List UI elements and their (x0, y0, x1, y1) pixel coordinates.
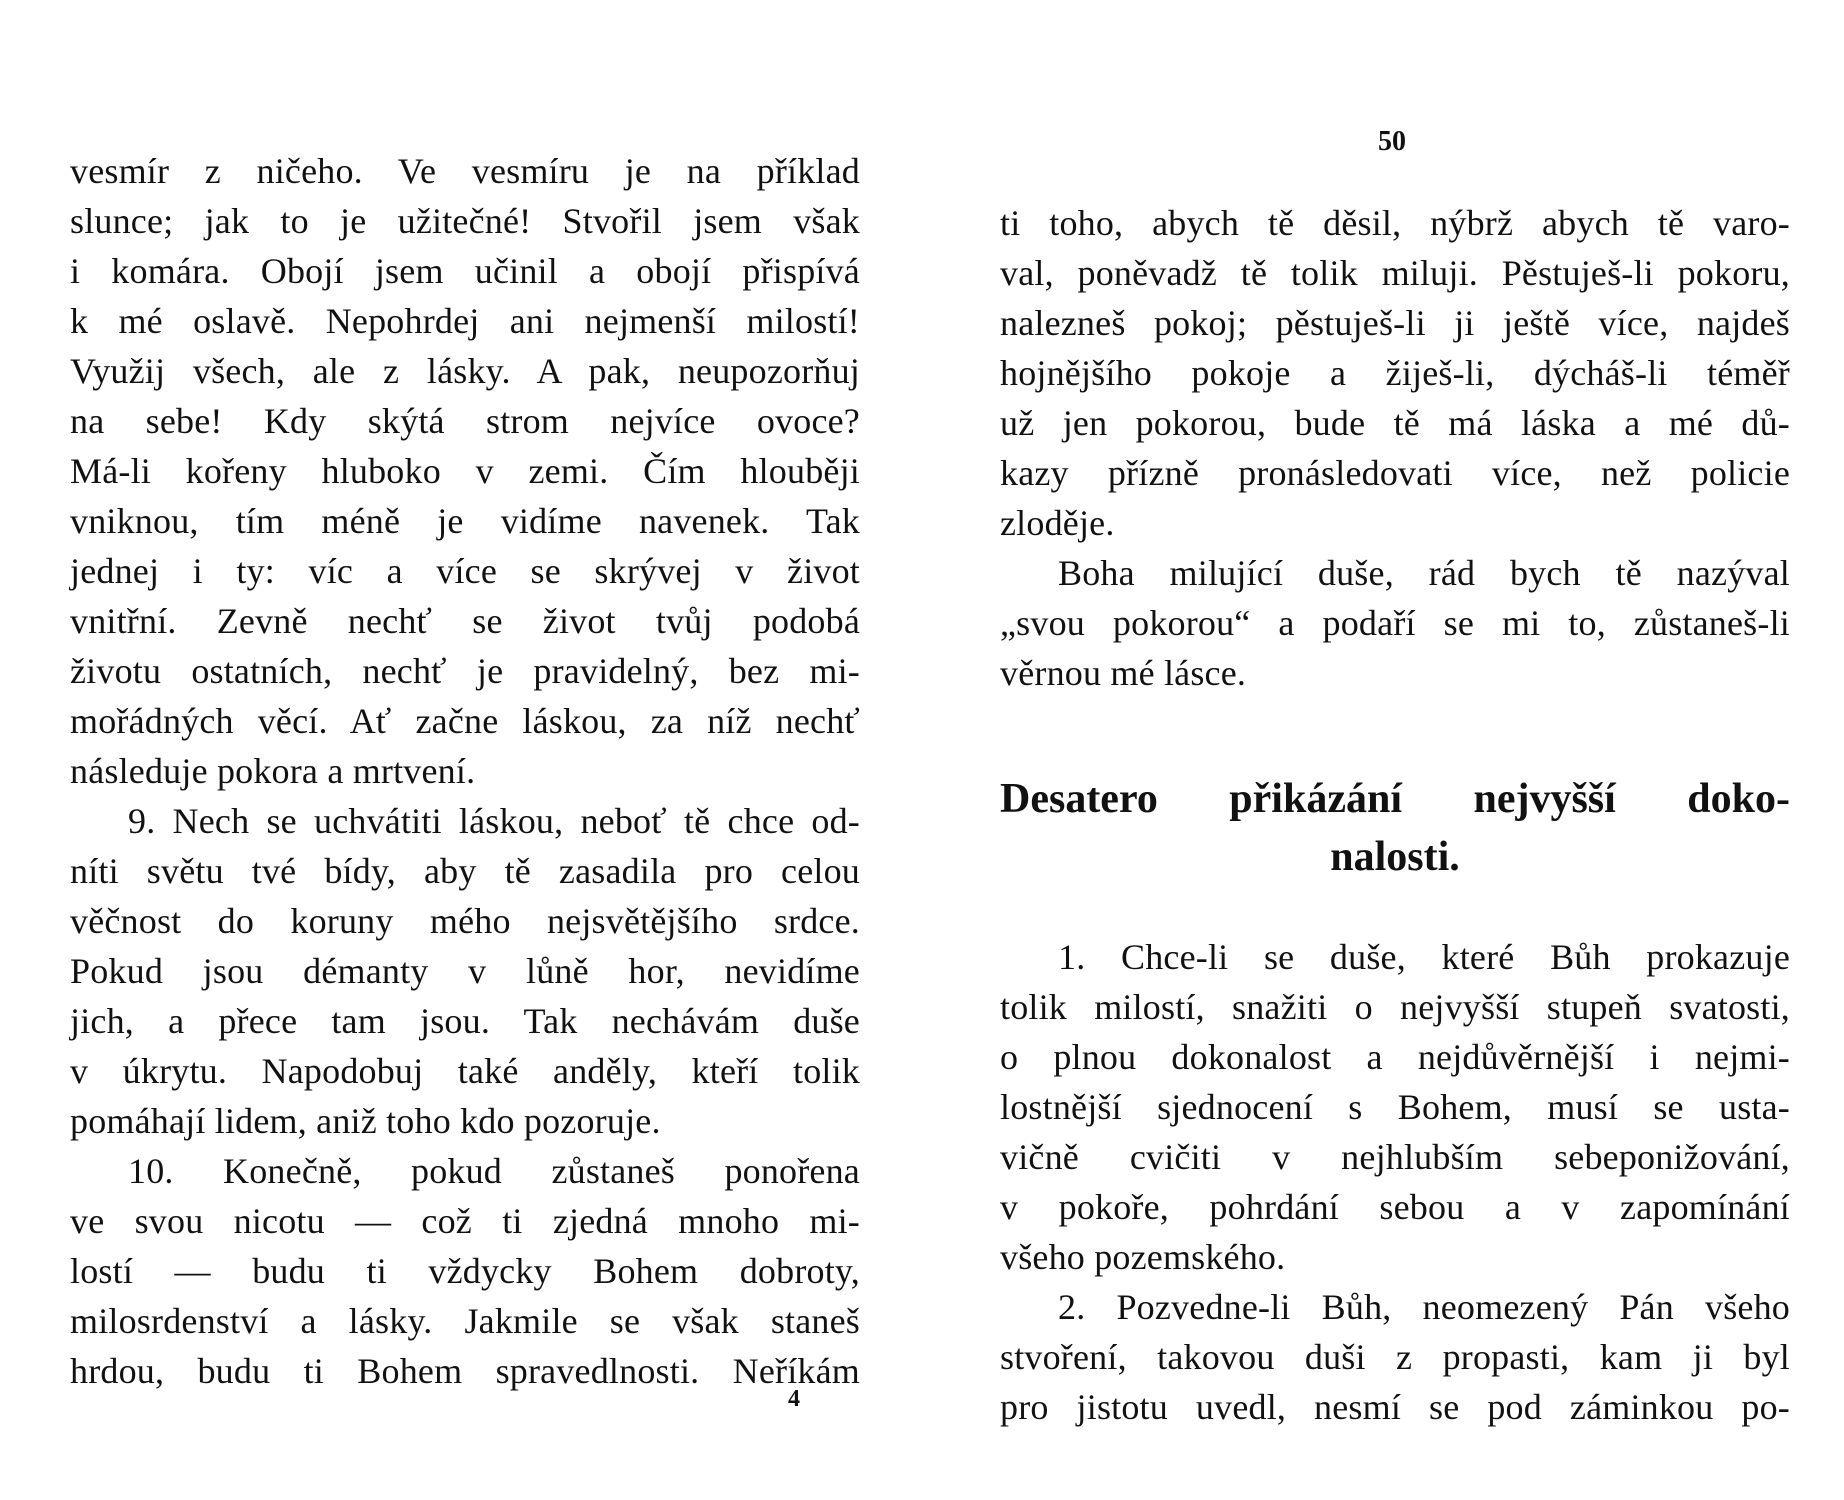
text-line: „svou pokorou“ a podaří se mi to, zůstaneš-li (1000, 603, 1790, 643)
text-line: hojnějšího pokoje a žiješ-li, dýcháš-li téměř (1000, 353, 1790, 393)
text-line: slunce; jak to je užitečné! Stvořil jsem však (70, 201, 860, 241)
heading-line-1: Desatero přikázání nejvyšší doko- (1000, 776, 1790, 822)
text-line: všeho pozemského. (1000, 1237, 1286, 1277)
page-number: 50 (1378, 126, 1406, 157)
section-heading (1000, 770, 1790, 886)
text-line: životu ostatních, nechť je pravidelný, bez mi- (70, 651, 860, 691)
text-line: val, poněvadž tě tolik miluji. Pěstuješ-li pokoru, (1000, 253, 1790, 293)
text-line: milosrdenství a lásky. Jakmile se však staneš (70, 1301, 860, 1341)
text-line: hrdou, budu ti Bohem spravedlnosti. Neříkám (70, 1351, 860, 1391)
signature-mark: 4 (788, 1386, 800, 1412)
text-line: Využij všech, ale z lásky. A pak, neupozorňuj (70, 351, 860, 391)
text-line: níti světu tvé bídy, aby tě zasadila pro celou (70, 851, 860, 891)
paragraph-start: Boha milující duše, rád bych tě nazýval (1058, 553, 1790, 593)
left-page (70, 0, 860, 1500)
text-line: zloděje. (1000, 503, 1115, 543)
right-page-lower-text (1000, 932, 1790, 1432)
left-page-text (70, 146, 860, 1396)
text-line: vičně cvičiti v nejhlubším sebeponižování, (1000, 1137, 1790, 1177)
text-line: vesmír z ničeho. Ve vesmíru je na příklad (70, 151, 860, 191)
text-line: věrnou mé lásce. (1000, 653, 1247, 693)
text-line: kazy přízně pronásledovati více, než policie (1000, 453, 1790, 493)
text-line: pro jistotu uvedl, nesmí se pod záminkou po- (1000, 1387, 1790, 1427)
text-line: Pokud jsou démanty v lůně hor, nevidíme (70, 951, 860, 991)
text-line: mořádných věcí. Ať začne láskou, za níž nechť (70, 701, 860, 741)
text-line: vnitřní. Zevně nechť se život tvůj podobá (70, 601, 860, 641)
right-page (1000, 0, 1790, 1500)
text-line: i komára. Obojí jsem učinil a obojí přispívá (70, 251, 860, 291)
text-line: tolik milostí, snažiti o nejvyšší stupeň svatosti, (1000, 987, 1790, 1027)
heading-line-2: nalosti. (1330, 834, 1460, 880)
text-line: věčnost do koruny mého nejsvětějšího srdce. (70, 901, 860, 941)
text-line: následuje pokora a mrtvení. (70, 751, 476, 791)
paragraph-1-start: 1. Chce-li se duše, které Bůh prokazuje (1058, 937, 1790, 977)
right-page-upper-text (1000, 198, 1790, 698)
paragraph-10-start: 10. Konečně, pokud zůstaneš ponořena (128, 1151, 860, 1191)
text-line: pomáhají lidem, aniž toho kdo pozoruje. (70, 1101, 661, 1141)
text-line: ti toho, abych tě děsil, nýbrž abych tě varo- (1000, 203, 1790, 243)
paragraph-2-start: 2. Pozvedne-li Bůh, neomezený Pán všeho (1058, 1287, 1790, 1327)
text-line: lostí — budu ti vždycky Bohem dobroty, (70, 1251, 860, 1291)
text-line: stvoření, takovou duši z propasti, kam ji byl (1000, 1337, 1790, 1377)
text-line: v pokoře, pohrdání sebou a v zapomínání (1000, 1187, 1790, 1227)
text-line: ve svou nicotu — což ti zjedná mnoho mi- (70, 1201, 860, 1241)
text-line: k mé oslavě. Nepohrdej ani nejmenší milostí! (70, 301, 860, 341)
text-line: lostnější sjednocení s Bohem, musí se usta- (1000, 1087, 1790, 1127)
text-line: vniknou, tím méně je vidíme navenek. Tak (70, 501, 860, 541)
paragraph-9-start: 9. Nech se uchvátiti láskou, neboť tě chce od- (128, 801, 860, 841)
text-line: jich, a přece tam jsou. Tak nechávám duše (70, 1001, 860, 1041)
text-line: o plnou dokonalost a nejdůvěrnější i nejmi- (1000, 1037, 1790, 1077)
text-line: Má-li kořeny hluboko v zemi. Čím hlouběji (70, 451, 860, 491)
text-line: na sebe! Kdy skýtá strom nejvíce ovoce? (70, 401, 860, 441)
text-line: v úkrytu. Napodobuj také anděly, kteří tolik (70, 1051, 860, 1091)
text-line: jednej i ty: víc a více se skrývej v život (70, 551, 860, 591)
text-line: už jen pokorou, bude tě má láska a mé dů- (1000, 403, 1790, 443)
text-line: nalezneš pokoj; pěstuješ-li ji ještě více, najdeš (1000, 303, 1790, 343)
